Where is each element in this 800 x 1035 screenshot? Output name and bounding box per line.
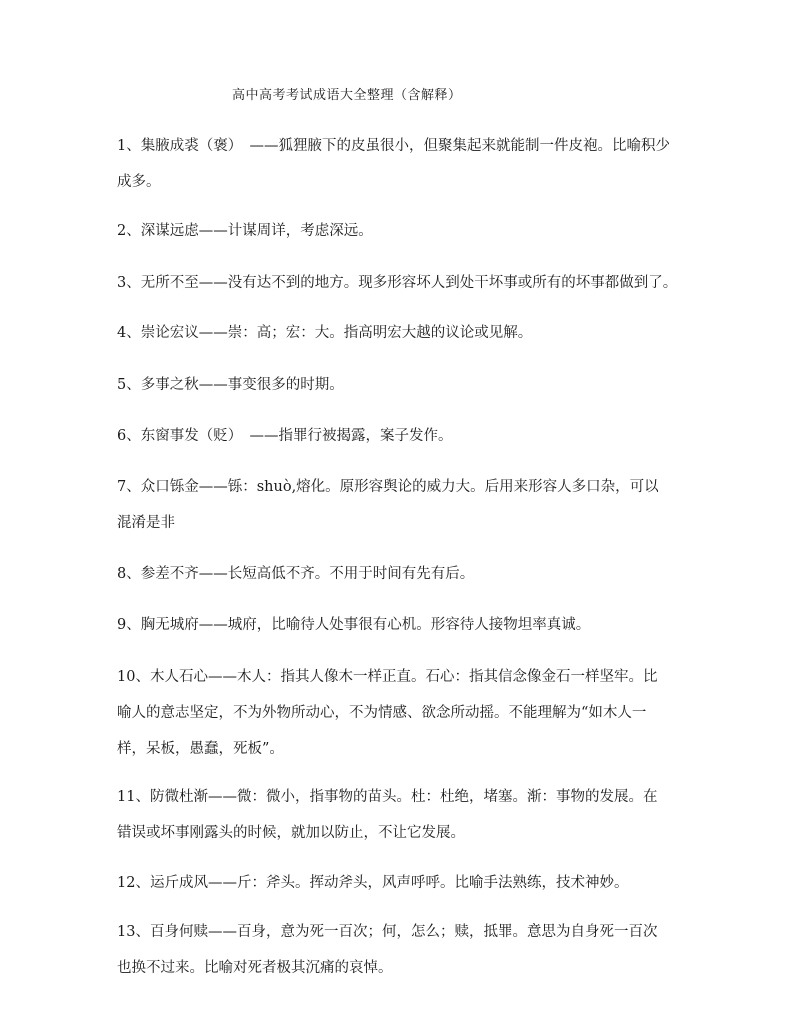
idiom-entry-3	[117, 265, 697, 301]
entry-line: 也换不过来。比喻对死者极其沉痛的哀悼。	[117, 960, 393, 976]
document-title: 高中高考考试成语大全整理（含解释）	[232, 88, 462, 103]
entry-line: 7、众口铄金——铄：shuò,熔化。原形容舆论的威力大。后用来形容人多口杂，可以	[117, 479, 659, 495]
idiom-entry-11	[117, 779, 697, 851]
idiom-entry-13	[117, 914, 697, 986]
entry-line: 11、防微杜渐——微：微小，指事物的苗头。杜：杜绝，堵塞。渐：事物的发展。在	[117, 789, 658, 805]
entry-line: 样，呆板，愚蠢，死板”。	[117, 741, 284, 757]
entry-line: 3、无所不至——没有达不到的地方。现多形容坏人到处干坏事或所有的坏事都做到了。	[117, 275, 678, 291]
entry-line: 9、胸无城府——城府，比喻待人处事很有心机。形容待人接物坦率真诚。	[117, 617, 591, 633]
entry-line: 5、多事之秋——事变很多的时期。	[117, 377, 344, 393]
entry-line: 8、参差不齐——长短高低不齐。不用于时间有先有后。	[117, 566, 475, 582]
entry-line: 2、深谋远虑——计谋周详，考虑深远。	[117, 223, 373, 239]
idiom-entry-6	[117, 418, 697, 454]
idiom-entry-7	[117, 469, 697, 541]
entry-line: 成多。	[117, 174, 161, 190]
entry-line: 6、东窗事发（贬） ——指罪行被揭露，案子发作。	[117, 428, 453, 444]
idiom-entry-8	[117, 556, 697, 592]
idiom-entry-4	[117, 315, 697, 351]
entry-line: 4、崇论宏议——崇：高；宏：大。指高明宏大越的议论或见解。	[117, 325, 533, 341]
idiom-entry-2	[117, 213, 697, 249]
entry-line: 10、木人石心——木人：指其人像木一样正直。石心：指其信念像金石一样坚牢。比	[117, 669, 658, 685]
idiom-entry-1	[117, 128, 697, 200]
entry-line: 混淆是非	[117, 515, 175, 531]
idiom-entry-12	[117, 865, 697, 901]
idiom-entry-9	[117, 607, 697, 643]
entry-line: 1、集腋成裘（褒） ——狐狸腋下的皮虽很小，但聚集起来就能制一件皮袍。比喻积少	[117, 138, 670, 154]
idiom-entry-5	[117, 367, 697, 403]
entry-line: 错误或坏事刚露头的时候，就加以防止，不让它发展。	[117, 825, 465, 841]
idiom-entry-10	[117, 659, 697, 767]
entry-line: 12、运斤成风——斤：斧头。挥动斧头，风声呼呼。比喻手法熟练，技术神妙。	[117, 875, 629, 891]
entry-line: 喻人的意志坚定，不为外物所动心，不为情感、欲念所动摇。不能理解为“如木人一	[117, 705, 647, 721]
entry-line: 13、百身何赎——百身，意为死一百次；何，怎么；赎，抵罪。意思为自身死一百次	[117, 924, 658, 940]
